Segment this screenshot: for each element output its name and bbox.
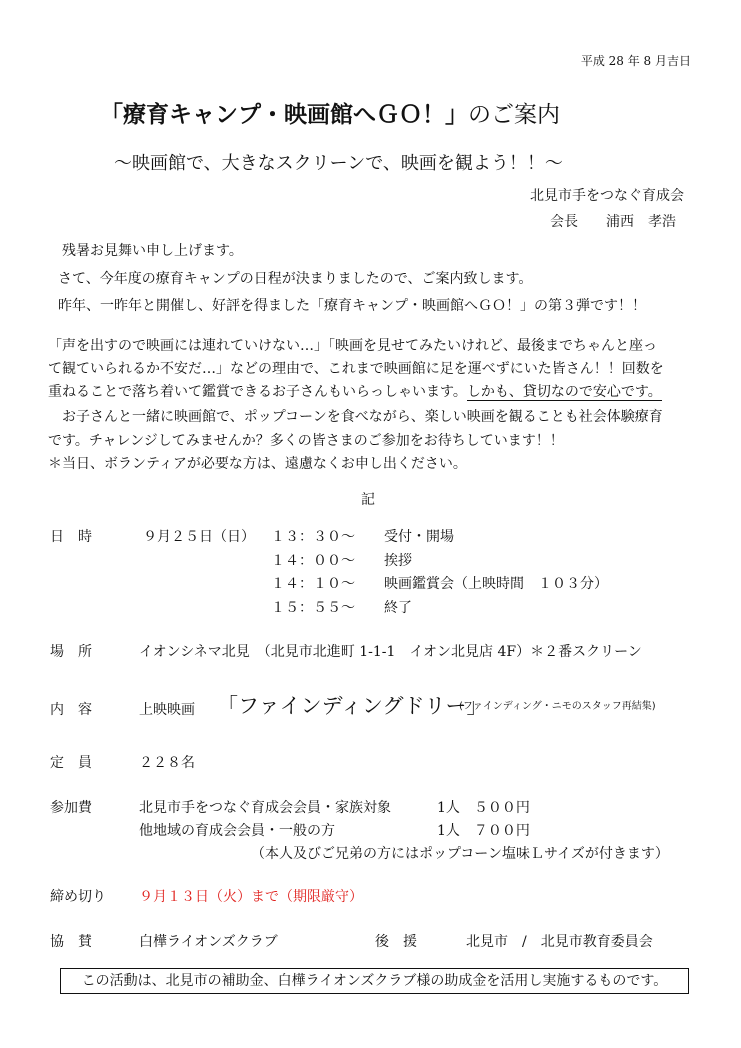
body-line-5: です。チャレンジしてみませんか？多くの皆さまのご参加をお待ちしています！！ <box>48 433 564 449</box>
fee-note: （本人及びご兄弟の方にはポップコーン塩味Ｌサイズが付きます） <box>251 846 669 862</box>
document-date: 平成 28 年 8 月吉日 <box>580 54 691 68</box>
schedule-time-4: １５：５５～ <box>271 600 355 616</box>
movie-title: 「ファインディングドリー」 <box>217 694 488 718</box>
movie-note: (ファインディング・ニモのスタッフ再結集) <box>459 701 656 712</box>
body-line-1: 「声を出すので映画には連れていけない…」「映画を見せてみたいけれど、最後までちゃんと座っ <box>48 338 657 354</box>
subtitle: ～映画館で、大きなスクリーンで、映画を観よう！！～ <box>114 153 563 174</box>
schedule-desc-4: 終了 <box>384 600 412 616</box>
capacity-value: ２２８名 <box>139 755 195 771</box>
capacity-label: 定 員 <box>50 755 92 771</box>
place-value: イオンシネマ北見 （北見市北進町 1-1-1 イオン北見店 4F）＊２番スクリーン <box>139 644 642 660</box>
ki-heading: 記 <box>361 492 375 508</box>
schedule-time-2: １４：００～ <box>271 553 355 569</box>
funding-note-box: この活動は、北見市の補助金、白樺ライオンズクラブ様の助成金を活用し実施するものです。 <box>60 968 689 994</box>
fee-row-2-price: 1人 ７００円 <box>437 823 530 839</box>
schedule-desc-2: 挨拶 <box>384 553 412 569</box>
intro-line-2: さて、今年度の療育キャンプの日程が決まりましたので、ご案内致します。 <box>58 271 533 287</box>
deadline-label: 締め切り <box>50 889 106 905</box>
fee-row-2-who: 他地域の育成会会員・一般の方 <box>139 823 335 839</box>
fee-row-1-who: 北見市手をつなぐ育成会会員・家族対象 <box>139 800 391 816</box>
support-value: 北見市 / 北見市教育委員会 <box>466 934 653 950</box>
body-line-2: て観ていられるか不安だ…」などの理由で、これまで映画館に足を運べずにいた皆さん！！回数を <box>48 361 664 377</box>
organization-name: 北見市手をつなぐ育成会 <box>530 188 684 204</box>
organization-chair: 会長 浦西 孝浩 <box>550 214 676 230</box>
support-label: 後 援 <box>375 934 417 950</box>
page-title <box>100 96 560 129</box>
schedule-time-1: １３：３０～ <box>271 529 355 545</box>
body-line-4: お子さんと一緒に映画館で、ポップコーンを食べながら、楽しい映画を観ることも社会体験療育 <box>48 409 663 425</box>
sponsor-label: 協 賛 <box>50 934 92 950</box>
deadline-value: ９月１３日（火）まで（期限厳守） <box>139 889 363 905</box>
schedule-desc-3: 映画鑑賞会（上映時間 １０３分） <box>384 576 608 592</box>
intro-line-3: 昨年、一昨年と開催し、好評を得ました「療育キャンプ・映画館へＧＯ！」の第３弾です！！ <box>58 298 646 314</box>
organization-block <box>530 183 684 235</box>
body-line-3-underlined: しかも、貸切なので安心です。 <box>466 384 662 400</box>
title-suffix: のご案内 <box>468 102 560 128</box>
body-line-3 <box>48 381 662 401</box>
place-label: 場 所 <box>50 644 92 660</box>
schedule-date: ９月２５日（日） <box>143 529 255 545</box>
content-label: 内 容 <box>50 702 92 718</box>
body-line-6: ＊当日、ボランティアが必要な方は、遠慮なくお申し出ください。 <box>48 456 467 472</box>
sponsor-value: 白樺ライオンズクラブ <box>139 934 278 950</box>
fee-row-1-price: 1人 ５００円 <box>437 800 530 816</box>
schedule-desc-1: 受付・開場 <box>384 529 454 545</box>
fee-label: 参加費 <box>50 800 92 816</box>
title-event-name: 「療育キャンプ・映画館へＧＯ！」 <box>100 102 468 128</box>
body-line-3-text: 重ねることで落ち着いて鑑賞できるお子さんもいらっしゃいます。 <box>48 384 467 400</box>
intro-line-1: 残暑お見舞い申し上げます。 <box>48 243 243 259</box>
schedule-label: 日 時 <box>50 529 92 545</box>
content-prefix: 上映映画 <box>139 702 195 718</box>
schedule-time-3: １４：１０～ <box>271 576 355 592</box>
